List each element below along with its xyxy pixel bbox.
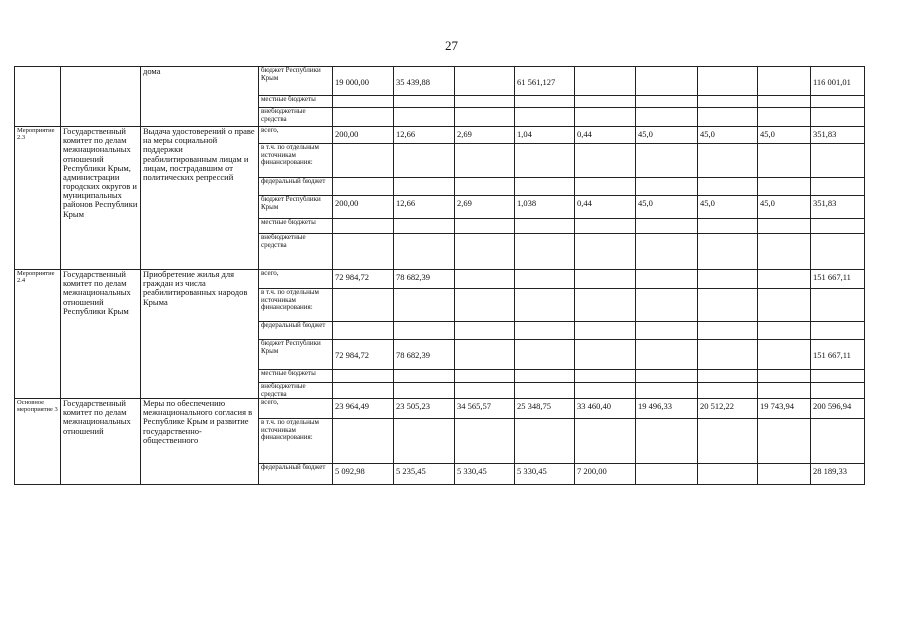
year-value-cell <box>698 144 758 178</box>
table-row <box>15 127 865 144</box>
total-cell: 28 189,33 <box>811 464 865 485</box>
activity-id-cell <box>15 67 61 127</box>
year-value-cell <box>333 144 394 178</box>
year-value-cell: 5 092,98 <box>333 464 394 485</box>
activity-id-cell: Мероприятие 2.3 <box>15 127 61 270</box>
year-value-cell: 61 561,127 <box>515 67 575 96</box>
year-value-cell <box>636 289 698 322</box>
year-value-cell <box>575 108 636 127</box>
year-value-cell: 45,0 <box>698 127 758 144</box>
year-value-cell <box>698 419 758 464</box>
year-value-cell <box>698 96 758 108</box>
year-value-cell: 2,69 <box>455 196 515 219</box>
funding-source-cell: внебюджетные средства <box>259 234 333 270</box>
funding-source-cell: всего, <box>259 127 333 144</box>
description-cell: Приобретение жилья для граждан из числа реабилитированных народов Крыма <box>141 270 259 399</box>
year-value-cell <box>333 289 394 322</box>
year-value-cell: 45,0 <box>698 196 758 219</box>
year-value-cell <box>455 219 515 234</box>
year-value-cell <box>636 270 698 289</box>
page-number: 27 <box>445 38 458 53</box>
funding-source-cell: в т.ч. по отдельным источникам финансирования: <box>259 144 333 178</box>
table-body <box>15 67 865 485</box>
year-value-cell: 7 200,00 <box>575 464 636 485</box>
year-value-cell <box>455 144 515 178</box>
year-value-cell <box>455 270 515 289</box>
total-cell <box>811 144 865 178</box>
year-value-cell <box>636 464 698 485</box>
year-value-cell <box>636 322 698 340</box>
year-value-cell <box>333 108 394 127</box>
year-value-cell <box>333 322 394 340</box>
year-value-cell <box>575 289 636 322</box>
total-cell: 351,83 <box>811 196 865 219</box>
year-value-cell <box>455 178 515 196</box>
year-value-cell <box>698 322 758 340</box>
year-value-cell: 78 682,39 <box>394 340 455 370</box>
total-cell: 151 667,11 <box>811 270 865 289</box>
description-cell: Выдача удостоверений о праве на меры социальной поддержки реабилитированным лицам и лицам, пострадавшим от политических репрессий <box>141 127 259 270</box>
year-value-cell <box>455 234 515 270</box>
description-cell: Меры по обеспечению межнационального согласия в Республике Крым и развитие государственно-общественного <box>141 399 259 485</box>
year-value-cell <box>758 322 811 340</box>
year-value-cell <box>455 108 515 127</box>
funding-source-cell: местные бюджеты <box>259 370 333 383</box>
year-value-cell <box>394 370 455 383</box>
year-value-cell: 45,0 <box>758 196 811 219</box>
activity-id-cell: Мероприятие 2.4 <box>15 270 61 399</box>
year-value-cell <box>698 108 758 127</box>
year-value-cell <box>636 178 698 196</box>
year-value-cell <box>636 383 698 399</box>
year-value-cell <box>575 67 636 96</box>
year-value-cell <box>455 419 515 464</box>
year-value-cell <box>636 108 698 127</box>
year-value-cell <box>636 219 698 234</box>
year-value-cell <box>698 464 758 485</box>
budget-table <box>14 66 865 485</box>
year-value-cell <box>758 144 811 178</box>
year-value-cell <box>515 96 575 108</box>
year-value-cell: 2,69 <box>455 127 515 144</box>
year-value-cell <box>394 234 455 270</box>
funding-source-cell: внебюджетные средства <box>259 108 333 127</box>
year-value-cell: 45,0 <box>636 196 698 219</box>
year-value-cell <box>575 96 636 108</box>
total-cell <box>811 96 865 108</box>
total-cell <box>811 383 865 399</box>
year-value-cell <box>758 289 811 322</box>
year-value-cell <box>515 270 575 289</box>
year-value-cell <box>758 96 811 108</box>
year-value-cell: 19 000,00 <box>333 67 394 96</box>
year-value-cell: 5 330,45 <box>515 464 575 485</box>
year-value-cell: 1,038 <box>515 196 575 219</box>
executor-cell: Государственный комитет по делам межнациональных отношений <box>61 399 141 485</box>
year-value-cell: 25 348,75 <box>515 399 575 419</box>
total-cell: 351,83 <box>811 127 865 144</box>
year-value-cell <box>333 370 394 383</box>
funding-source-cell: местные бюджеты <box>259 96 333 108</box>
year-value-cell: 12,66 <box>394 127 455 144</box>
year-value-cell <box>758 234 811 270</box>
year-value-cell <box>575 419 636 464</box>
executor-cell <box>61 67 141 127</box>
year-value-cell <box>758 464 811 485</box>
year-value-cell <box>394 322 455 340</box>
year-value-cell <box>455 383 515 399</box>
funding-source-cell: всего, <box>259 270 333 289</box>
year-value-cell: 34 565,57 <box>455 399 515 419</box>
year-value-cell <box>698 370 758 383</box>
year-value-cell: 45,0 <box>758 127 811 144</box>
funding-source-cell: всего, <box>259 399 333 419</box>
year-value-cell <box>333 96 394 108</box>
total-cell: 116 001,01 <box>811 67 865 96</box>
year-value-cell <box>575 144 636 178</box>
year-value-cell: 200,00 <box>333 196 394 219</box>
total-cell: 151 667,11 <box>811 340 865 370</box>
total-cell <box>811 322 865 340</box>
funding-source-cell: внебюджетные средства <box>259 383 333 399</box>
year-value-cell <box>515 144 575 178</box>
year-value-cell: 78 682,39 <box>394 270 455 289</box>
table-row <box>15 399 865 419</box>
year-value-cell <box>394 219 455 234</box>
year-value-cell <box>455 322 515 340</box>
table-row <box>15 270 865 289</box>
year-value-cell: 72 984,72 <box>333 270 394 289</box>
year-value-cell <box>455 370 515 383</box>
year-value-cell: 19 743,94 <box>758 399 811 419</box>
year-value-cell <box>394 144 455 178</box>
total-cell <box>811 108 865 127</box>
year-value-cell <box>636 370 698 383</box>
year-value-cell <box>698 383 758 399</box>
year-value-cell <box>394 289 455 322</box>
year-value-cell: 0,44 <box>575 127 636 144</box>
year-value-cell: 23 505,23 <box>394 399 455 419</box>
year-value-cell <box>758 340 811 370</box>
year-value-cell: 5 235,45 <box>394 464 455 485</box>
total-cell <box>811 178 865 196</box>
year-value-cell <box>758 370 811 383</box>
total-cell <box>811 370 865 383</box>
year-value-cell <box>636 419 698 464</box>
year-value-cell <box>575 270 636 289</box>
year-value-cell <box>515 108 575 127</box>
year-value-cell <box>636 234 698 270</box>
total-cell <box>811 289 865 322</box>
executor-cell: Государственный комитет по делам межнациональных отношений Республики Крым, администрации городских округов и муниципальных районов Республики Крым <box>61 127 141 270</box>
total-cell <box>811 234 865 270</box>
activity-id-cell: Основное мероприятие 3 <box>15 399 61 485</box>
funding-source-cell: федеральный бюджет <box>259 178 333 196</box>
year-value-cell <box>394 383 455 399</box>
year-value-cell <box>698 178 758 196</box>
year-value-cell <box>636 144 698 178</box>
year-value-cell <box>575 340 636 370</box>
funding-source-cell: бюджет Республики Крым <box>259 340 333 370</box>
year-value-cell <box>575 219 636 234</box>
year-value-cell <box>455 96 515 108</box>
year-value-cell <box>698 67 758 96</box>
year-value-cell <box>636 96 698 108</box>
year-value-cell <box>758 419 811 464</box>
year-value-cell <box>575 234 636 270</box>
year-value-cell <box>515 370 575 383</box>
total-cell: 200 596,94 <box>811 399 865 419</box>
year-value-cell: 45,0 <box>636 127 698 144</box>
year-value-cell: 12,66 <box>394 196 455 219</box>
funding-source-cell: федеральный бюджет <box>259 464 333 485</box>
year-value-cell: 20 512,22 <box>698 399 758 419</box>
year-value-cell <box>455 289 515 322</box>
year-value-cell: 5 330,45 <box>455 464 515 485</box>
year-value-cell <box>515 419 575 464</box>
year-value-cell <box>333 219 394 234</box>
year-value-cell: 200,00 <box>333 127 394 144</box>
year-value-cell <box>333 234 394 270</box>
year-value-cell <box>394 419 455 464</box>
funding-source-cell: бюджет Республики Крым <box>259 67 333 96</box>
year-value-cell <box>575 178 636 196</box>
year-value-cell <box>758 67 811 96</box>
executor-cell: Государственный комитет по делам межнациональных отношений Республики Крым <box>61 270 141 399</box>
year-value-cell <box>698 270 758 289</box>
year-value-cell <box>333 419 394 464</box>
funding-source-cell: федеральный бюджет <box>259 322 333 340</box>
year-value-cell: 1,04 <box>515 127 575 144</box>
year-value-cell <box>515 322 575 340</box>
total-cell <box>811 419 865 464</box>
year-value-cell: 33 460,40 <box>575 399 636 419</box>
year-value-cell <box>394 108 455 127</box>
year-value-cell <box>758 108 811 127</box>
year-value-cell <box>333 383 394 399</box>
year-value-cell: 23 964,49 <box>333 399 394 419</box>
year-value-cell <box>515 383 575 399</box>
funding-source-cell: местные бюджеты <box>259 219 333 234</box>
year-value-cell <box>515 219 575 234</box>
year-value-cell <box>758 270 811 289</box>
year-value-cell <box>575 370 636 383</box>
year-value-cell <box>698 289 758 322</box>
year-value-cell <box>698 219 758 234</box>
year-value-cell: 72 984,72 <box>333 340 394 370</box>
year-value-cell <box>575 383 636 399</box>
year-value-cell <box>758 383 811 399</box>
year-value-cell <box>515 340 575 370</box>
table-row <box>15 67 865 96</box>
description-cell: дома <box>141 67 259 127</box>
year-value-cell <box>333 178 394 196</box>
year-value-cell <box>636 67 698 96</box>
year-value-cell: 19 496,33 <box>636 399 698 419</box>
year-value-cell: 0,44 <box>575 196 636 219</box>
year-value-cell <box>636 340 698 370</box>
year-value-cell <box>515 178 575 196</box>
year-value-cell <box>575 322 636 340</box>
funding-source-cell: бюджет Республики Крым <box>259 196 333 219</box>
year-value-cell <box>758 219 811 234</box>
total-cell <box>811 219 865 234</box>
funding-source-cell: в т.ч. по отдельным источникам финансирования: <box>259 289 333 322</box>
year-value-cell <box>455 67 515 96</box>
year-value-cell <box>394 178 455 196</box>
year-value-cell <box>515 234 575 270</box>
funding-source-cell: в т.ч. по отдельным источникам финансирования: <box>259 419 333 464</box>
year-value-cell <box>515 289 575 322</box>
year-value-cell <box>758 178 811 196</box>
year-value-cell <box>698 340 758 370</box>
year-value-cell <box>698 234 758 270</box>
year-value-cell <box>394 96 455 108</box>
year-value-cell <box>455 340 515 370</box>
year-value-cell: 35 439,88 <box>394 67 455 96</box>
